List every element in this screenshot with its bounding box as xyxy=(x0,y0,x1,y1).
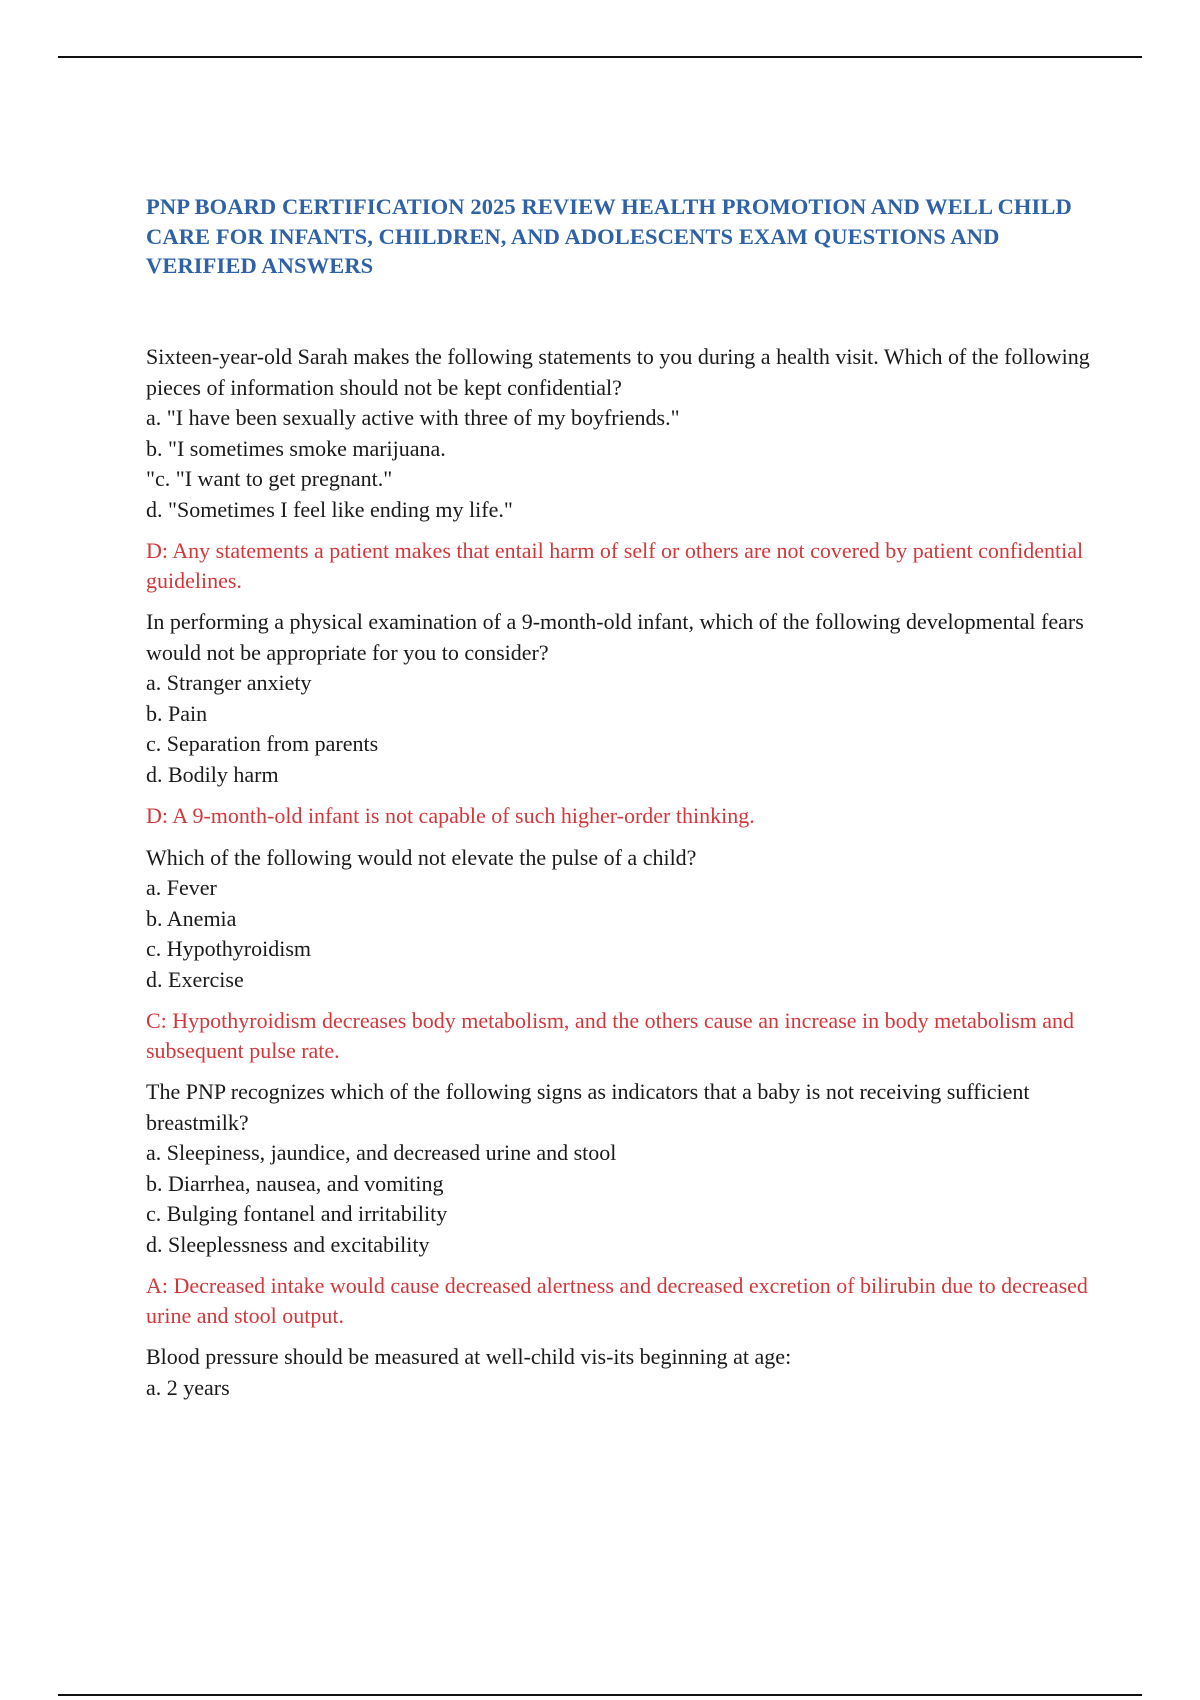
top-rule xyxy=(58,56,1142,58)
bottom-rule xyxy=(58,1694,1142,1696)
question-block-3 xyxy=(146,843,1106,1066)
answer-text: A: Decreased intake would cause decreased alertness and decreased excretion of bilirubin due to decreased urine and stool output. xyxy=(146,1273,1088,1328)
option-d: d. Sleeplessness and excitability xyxy=(146,1231,430,1257)
page-title: PNP BOARD CERTIFICATION 2025 REVIEW HEALTH PROMOTION AND WELL CHILD CARE FOR INFANTS, CHILDREN, AND ADOLESCENTS EXAM QUESTIONS AND VERIFIED ANSWERS xyxy=(146,194,1072,278)
option-a: a. Fever xyxy=(146,875,217,900)
question-text: In performing a physical examination of a 9-month-old infant, which of the following developmental fears would not be appropriate for you to consider? xyxy=(146,609,1084,665)
option-a: a. Stranger anxiety xyxy=(146,670,312,695)
answer-text: D: Any statements a patient makes that entail harm of self or others are not covered by patient confidential guidelines. xyxy=(146,538,1084,593)
option-d: d. Exercise xyxy=(146,966,244,992)
question-block-2 xyxy=(146,607,1106,831)
question-block-4 xyxy=(146,1077,1106,1330)
question-text: Blood pressure should be measured at well-child vis-its beginning at age: xyxy=(146,1344,792,1369)
option-b: b. Anemia xyxy=(146,905,237,931)
option-c: "c. "I want to get pregnant." xyxy=(146,466,393,491)
option-a: a. "I have been sexually active with three of my boyfriends." xyxy=(146,405,680,430)
option-d: d. Bodily harm xyxy=(146,761,279,787)
answer-text: C: Hypothyroidism decreases body metabolism, and the others cause an increase in body metabolism and subsequent pulse rate. xyxy=(146,1008,1075,1063)
option-c: c. Bulging fontanel and irritability xyxy=(146,1201,448,1226)
option-b: b. Diarrhea, nausea, and vomiting xyxy=(146,1170,444,1196)
question-list xyxy=(146,342,1106,1415)
question-block-5 xyxy=(146,1342,1106,1403)
option-b: b. Pain xyxy=(146,700,208,726)
question-block-1 xyxy=(146,342,1106,595)
question-text: The PNP recognizes which of the following signs as indicators that a baby is not receiving sufficient breastmilk? xyxy=(146,1079,1030,1135)
option-c: c. Hypothyroidism xyxy=(146,936,311,961)
answer-text: D: A 9-month-old infant is not capable of such higher-order thinking. xyxy=(146,803,755,828)
question-text: Sixteen-year-old Sarah makes the following statements to you during a health visit. Which of the following pieces of information should not be kept confidential? xyxy=(146,344,1090,400)
option-b: b. "I sometimes smoke marijuana. xyxy=(146,435,446,461)
option-a: a. 2 years xyxy=(146,1374,230,1400)
option-c: c. Separation from parents xyxy=(146,731,379,756)
option-a: a. Sleepiness, jaundice, and decreased urine and stool xyxy=(146,1140,617,1165)
option-d: d. "Sometimes I feel like ending my life." xyxy=(146,496,513,522)
question-text: Which of the following would not elevate the pulse of a child? xyxy=(146,844,697,870)
